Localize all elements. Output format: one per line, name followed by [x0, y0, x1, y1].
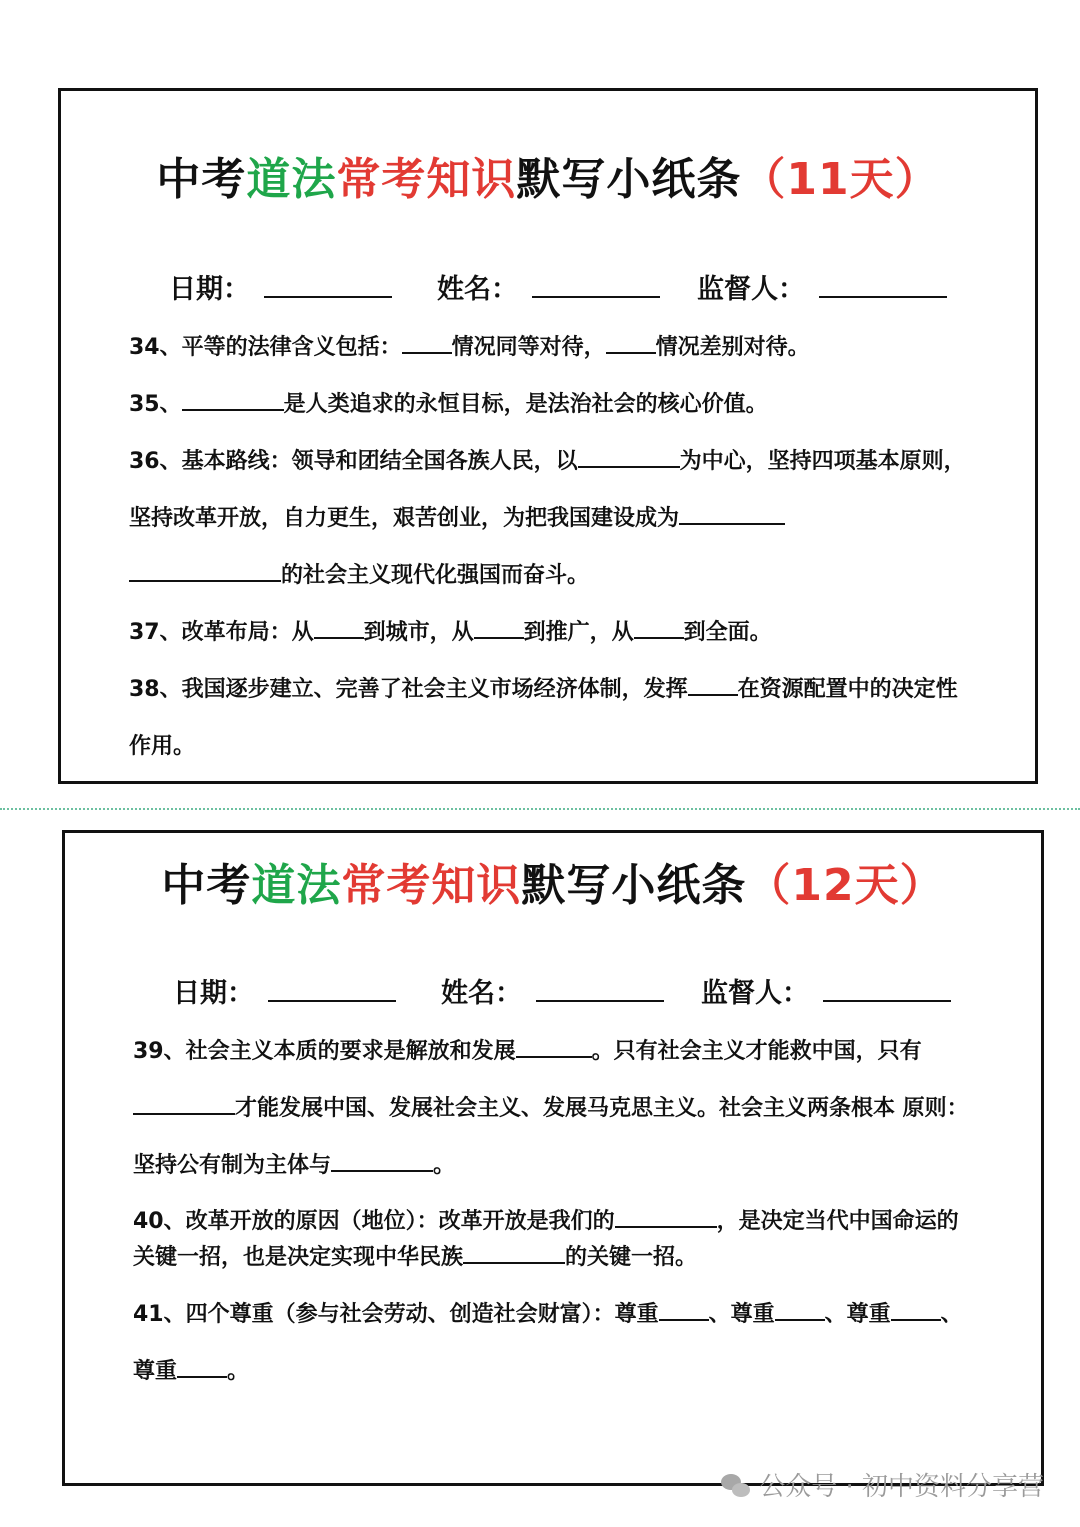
question-list: [133, 1023, 975, 1400]
name-blank[interactable]: [532, 274, 660, 298]
date-field: 日期：: [169, 267, 392, 306]
fill-blank[interactable]: [177, 1358, 227, 1378]
fill-blank[interactable]: [516, 1038, 592, 1058]
fill-blank[interactable]: [402, 334, 452, 354]
question-37: 37、改革布局：从 到城市，从 到推广，从 到全面。: [129, 620, 772, 645]
date-blank[interactable]: [268, 978, 396, 1002]
fill-blank[interactable]: [606, 334, 656, 354]
fill-blank[interactable]: [314, 619, 364, 639]
fill-blank[interactable]: [129, 562, 281, 582]
wechat-icon: [721, 1474, 751, 1498]
supervisor-blank[interactable]: [823, 978, 951, 1002]
name-field: 姓名：: [441, 971, 664, 1010]
fill-blank[interactable]: [182, 391, 284, 411]
supervisor-field: 监督人：: [697, 267, 947, 306]
fill-blank[interactable]: [891, 1301, 941, 1321]
question-36: 36、基本路线：领导和团结全国各族人民，以 为中心，坚持四项基本原则，坚持改革开放，自力更生，艰苦创业，为把我国建设成为 的社会主义现代化强国而奋斗。: [129, 449, 966, 588]
fill-blank[interactable]: [679, 505, 785, 525]
question-39: 39、社会主义本质的要求是解放和发展 。只有社会主义才能救中国，只有才能发展中国、发展社会主义、发展马克思主义。社会主义两条根本 原则：坚持公有制为主体与 。: [133, 1039, 969, 1178]
dictation-card-day-11: [58, 88, 1038, 784]
fill-blank[interactable]: [474, 619, 524, 639]
card-title: 中考道法常考知识默写小纸条（11天）: [156, 154, 940, 205]
fill-blank[interactable]: [578, 448, 680, 468]
name-field: 姓名：: [437, 267, 660, 306]
name-blank[interactable]: [536, 978, 664, 1002]
question-41: 41、四个尊重（参与社会劳动、创造社会财富）：尊重 、尊重 、尊重 、尊重 。: [133, 1302, 963, 1384]
fill-blank[interactable]: [634, 619, 684, 639]
question-35: 35、 是人类追求的永恒目标，是法治社会的核心价值。: [129, 392, 768, 417]
supervisor-blank[interactable]: [819, 274, 947, 298]
question-40: 40、改革开放的原因（地位）：改革开放是我们的 ，是决定当代中国命运的关键一招，也是决定实现中华民族 的关键一招。: [133, 1209, 959, 1270]
fill-blank[interactable]: [615, 1208, 717, 1228]
question-34: 34、平等的法律含义包括： 情况同等对待， 情况差别对待。: [129, 335, 810, 360]
fill-blank[interactable]: [775, 1301, 825, 1321]
date-blank[interactable]: [264, 274, 392, 298]
watermark: 公众号 · 初中资料分享营: [721, 1466, 1044, 1503]
card-title: 中考道法常考知识默写小纸条（12天）: [161, 860, 945, 911]
question-38: 38、我国逐步建立、完善了社会主义市场经济体制，发挥 在资源配置中的决定性作用。: [129, 677, 958, 759]
fill-blank[interactable]: [331, 1152, 433, 1172]
fill-blank[interactable]: [133, 1095, 235, 1115]
fill-blank[interactable]: [463, 1244, 565, 1264]
divider: [0, 808, 1080, 810]
supervisor-field: 监督人：: [701, 971, 951, 1010]
fill-blank[interactable]: [688, 676, 738, 696]
dictation-card-day-12: [62, 830, 1044, 1486]
question-list: [129, 319, 971, 775]
fill-blank[interactable]: [659, 1301, 709, 1321]
date-field: 日期：: [173, 971, 396, 1010]
